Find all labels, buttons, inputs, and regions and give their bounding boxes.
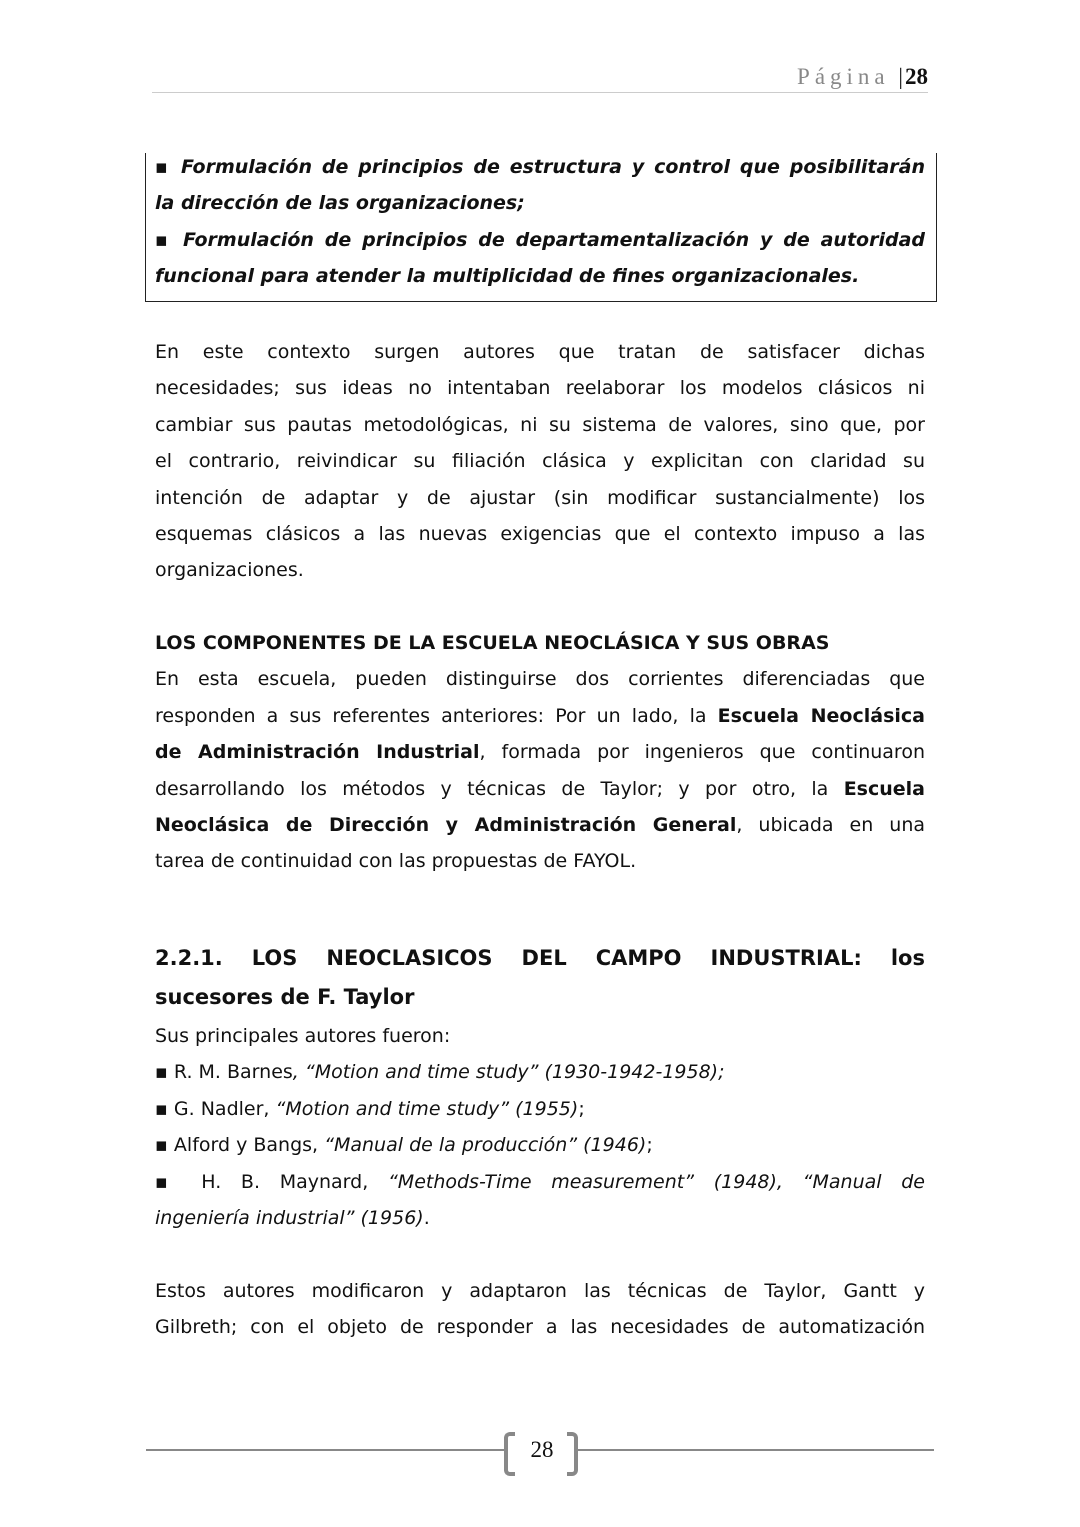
- text-run: En esta escuela, pueden distinguirse dos corrientes diferenciadas que: [155, 668, 925, 691]
- text-run: Sus principales autores fueron:: [155, 1025, 451, 1047]
- text-line: [155, 222, 925, 258]
- text-line: [155, 1054, 925, 1090]
- text-run: tarea de continuidad con las propuestas de FAYOL.: [155, 850, 637, 873]
- paragraph-context: [155, 334, 925, 589]
- header-label: Página: [797, 64, 890, 89]
- header-page-number: 28: [905, 64, 928, 89]
- text-run: .: [423, 1206, 430, 1229]
- section-heading: [155, 939, 925, 1017]
- text-run: ingeniería industrial” (1956): [155, 1206, 424, 1229]
- text-run: Neoclásica de Dirección y Administración General: [155, 813, 737, 836]
- text-run: esquemas clásicos a las nuevas exigencias que el contexto impuso a las: [155, 522, 925, 545]
- text-line: [155, 1309, 925, 1345]
- text-run: cambiar sus pautas metodológicas, ni su sistema de valores, sino que, por: [155, 413, 925, 436]
- text-run: ▪ R. M. Barnes: [155, 1061, 293, 1084]
- text-line: [155, 1200, 925, 1236]
- text-line: [155, 939, 925, 978]
- paragraph-authors: [155, 1273, 925, 1346]
- text-run: ;: [646, 1134, 653, 1157]
- text-line: [155, 443, 925, 479]
- header-rule: [152, 92, 928, 93]
- text-line: [155, 771, 925, 807]
- text-run: ;: [578, 1097, 585, 1120]
- footer-page-number: 28: [530, 1437, 554, 1462]
- text-run: , “Motion and time study” (1930-1942-1958);: [292, 1061, 725, 1084]
- text-line: [155, 625, 925, 661]
- text-run: ▪ Formulación de principios de departamentalización y de autoridad: [155, 228, 925, 251]
- text-run: necesidades; sus ideas no intentaban reelaborar los modelos clásicos ni: [155, 377, 925, 400]
- text-run: ▪ G. Nadler,: [155, 1097, 276, 1120]
- text-run: Estos autores modificaron y adaptaron las técnicas de Taylor, Gantt y: [155, 1280, 925, 1302]
- text-line: [155, 734, 925, 770]
- text-line: [155, 334, 925, 370]
- text-line: [155, 807, 925, 843]
- text-line: [155, 149, 925, 185]
- text-line: [155, 1018, 925, 1054]
- text-line: [155, 185, 925, 221]
- text-line: [155, 1164, 925, 1200]
- text-run: de Administración Industrial: [155, 741, 480, 764]
- footer-bracket-left: [504, 1432, 515, 1476]
- text-run: , formada por ingenieros que continuaron: [479, 741, 925, 764]
- authors-list: [155, 1018, 925, 1236]
- text-run: intención de adaptar y de ajustar (sin modificar sustancialmente) los: [155, 486, 925, 509]
- page-header: [797, 64, 928, 90]
- components-section: [155, 625, 925, 880]
- text-line: [155, 552, 925, 588]
- footer-bracket-right: [567, 1432, 578, 1476]
- text-run: “Methods-Time measurement” (1948), “Manual de: [387, 1170, 925, 1193]
- text-run: Escuela: [843, 777, 925, 800]
- text-line: [155, 370, 925, 406]
- text-line: [155, 480, 925, 516]
- text-line: [155, 516, 925, 552]
- text-line: [155, 1091, 925, 1127]
- text-line: [155, 1127, 925, 1163]
- text-run: ▪ Alford y Bangs,: [155, 1134, 325, 1157]
- text-line: [155, 978, 925, 1017]
- footer-rule-left: [146, 1449, 506, 1451]
- text-run: ▪ Formulación de principios de estructura y control que posibilitarán: [155, 156, 925, 178]
- text-run: En este contexto surgen autores que tratan de satisfacer dichas: [155, 341, 925, 363]
- text-run: ▪ H. B. Maynard,: [155, 1170, 388, 1193]
- text-run: organizaciones.: [155, 559, 304, 582]
- text-run: Gilbreth; con el objeto de responder a las necesidades de automatización: [155, 1316, 925, 1339]
- text-line: [155, 1273, 925, 1309]
- text-line: [155, 661, 925, 697]
- text-run: responden a sus referentes anteriores: Por un lado, la: [155, 704, 718, 727]
- text-line: [155, 698, 925, 734]
- text-run: el contrario, reivindicar su filiación clásica y explicitan con claridad su: [155, 450, 925, 473]
- text-run: 2.2.1. LOS NEOCLASICOS DEL CAMPO INDUSTRIAL: los: [155, 946, 925, 970]
- header-separator: |: [898, 64, 903, 89]
- text-line: [155, 407, 925, 443]
- text-line: [155, 258, 925, 294]
- text-run: funcional para atender la multiplicidad de fines organizacionales.: [155, 265, 860, 288]
- text-run: sucesores de F. Taylor: [155, 985, 415, 1009]
- box-list: [155, 149, 925, 295]
- text-run: la dirección de las organizaciones;: [155, 192, 525, 215]
- text-run: LOS COMPONENTES DE LA ESCUELA NEOCLÁSICA Y SUS OBRAS: [155, 632, 830, 654]
- text-run: “Motion and time study” (1955): [275, 1097, 579, 1120]
- text-run: , ubicada en una: [736, 813, 925, 836]
- text-line: [155, 843, 925, 879]
- text-run: “Manual de la producción” (1946): [324, 1134, 647, 1157]
- text-run: desarrollando los métodos y técnicas de Taylor; y por otro, la: [155, 777, 844, 800]
- text-run: Escuela Neoclásica: [717, 704, 925, 727]
- footer-rule-right: [578, 1449, 934, 1451]
